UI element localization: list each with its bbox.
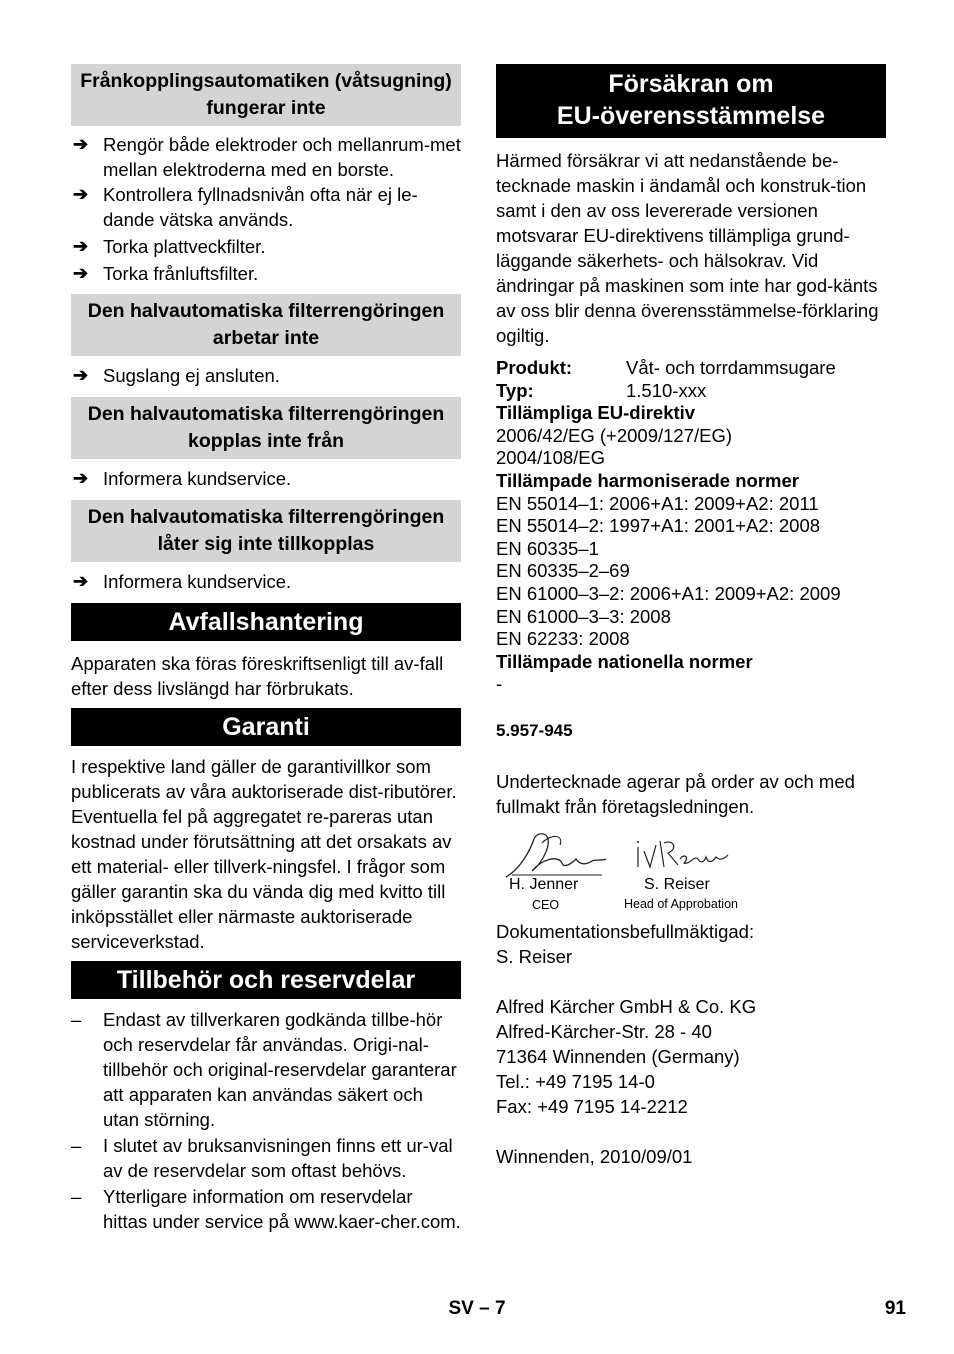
- documentation-authority-name: S. Reiser: [496, 945, 573, 967]
- section-heading-filter-cleaning-not-on: Den halvautomatiska filterrengöringen låter sig inte tillkopplas: [71, 500, 461, 562]
- signatory-1-role: CEO: [532, 897, 560, 912]
- directive-item: 2004/108/EG: [496, 447, 606, 469]
- documentation-authority-label: Dokumentationsbefullmäktigad:: [496, 920, 755, 942]
- footer-page-number: 91: [884, 1298, 906, 1319]
- signatures: [496, 829, 886, 919]
- national-standards-value: -: [496, 673, 503, 695]
- list-item: – I slutet av bruksanvisningen finns ett ur-val av de reservdelar som oftast behövs.: [71, 1135, 453, 1181]
- signatory-1-name: H. Jenner: [509, 875, 579, 893]
- standard-item: EN 55014–1: 2006+A1: 2009+A2: 2011: [496, 492, 819, 514]
- list-filter-cleaning-not-working: [71, 363, 461, 388]
- disposal-text: Apparaten ska föras föreskriftsenligt till av-fall efter dess livslängd har förbrukats.: [71, 653, 444, 699]
- arrow-right-icon: ➔: [73, 365, 89, 385]
- arrow-right-icon: ➔: [73, 571, 89, 591]
- list-item: – Endast av tillverkaren godkända tillbe-hör och reservdelar får användas. Origi-nal-tillbehör och original-reservdelar garanterar att apparaten kan användas säkert och utan störning.: [71, 1009, 457, 1130]
- list-item: ➔ Informera kundservice.: [73, 468, 292, 489]
- address-line: Alfred Kärcher GmbH & Co. KG: [496, 995, 757, 1017]
- standard-item: EN 61000–3–3: 2008: [496, 605, 671, 627]
- list-item: ➔ Kontrollera fyllnadsnivån ofta när ej le-dande vätska används.: [73, 184, 418, 230]
- type-value: 1.510-xxx: [626, 379, 707, 401]
- standards-label: Tillämpade harmoniserade normer: [496, 469, 799, 491]
- place-and-date: Winnenden, 2010/09/01: [496, 1145, 693, 1167]
- standard-item: EN 61000–3–2: 2006+A1: 2009+A2: 2009: [496, 582, 841, 604]
- list-item: ➔ Sugslang ej ansluten.: [73, 365, 280, 386]
- declaration-title-line2: EU-överensstämmelse: [556, 102, 826, 130]
- arrow-right-icon: ➔: [73, 468, 89, 488]
- section-title-declaration: [496, 64, 886, 138]
- address-line: 71364 Winnenden (Germany): [496, 1045, 740, 1067]
- arrow-right-icon: ➔: [73, 236, 89, 256]
- dash-bullet-icon: –: [71, 1009, 82, 1030]
- standard-item: EN 62233: 2008: [496, 628, 630, 650]
- list-filter-cleaning-not-on: [71, 569, 461, 594]
- list-item: – Ytterligare information om reservdelar hittas under service på www.kaer-cher.com.: [71, 1186, 461, 1232]
- national-standards-label: Tillämpade nationella normer: [496, 650, 753, 672]
- product-label: Produkt:: [496, 357, 573, 378]
- signatory-2-name: S. Reiser: [644, 875, 710, 893]
- section-heading-filter-cleaning-not-off: Den halvautomatiska filterrengöringen kopplas inte från: [71, 397, 461, 459]
- type-label: Typ:: [496, 379, 534, 401]
- directives-label: Tillämpliga EU-direktiv: [496, 402, 696, 424]
- company-address: [496, 994, 886, 1119]
- declaration-title-line1: Försäkran om: [608, 70, 774, 98]
- left-column: [71, 64, 461, 1235]
- list-filter-cleaning-not-off: [71, 466, 461, 491]
- footer-section-label: SV – 7: [448, 1298, 506, 1319]
- signatory-2-role: Head of Approbation: [624, 896, 738, 911]
- arrow-right-icon: ➔: [73, 184, 89, 204]
- standard-item: EN 55014–2: 1997+A1: 2001+A2: 2008: [496, 515, 821, 537]
- document-number: 5.957-945: [496, 720, 573, 740]
- address-line: Tel.: +49 7195 14-0: [496, 1070, 655, 1092]
- section-title-warranty: Garanti: [71, 708, 461, 746]
- declaration-specs: [496, 357, 886, 696]
- standard-item: EN 60335–1: [496, 537, 599, 559]
- list-item: ➔ Torka frånluftsfilter.: [73, 263, 259, 284]
- standard-item: EN 60335–2–69: [496, 560, 630, 582]
- directive-item: 2006/42/EG (+2009/127/EG): [496, 424, 733, 446]
- warranty-text: I respektive land gäller de garantivillkor som publicerats av våra auktoriserade dist-ributörer. Eventuella fel på aggregatet re-pareras utan kostnad under förutsättning att det orsakats av ett material- eller tillverk-ningsfel. I frågor som gäller garantin ska du vända dig med kvitto till inköpsstället eller närmaste auktoriserade serviceverkstad.: [71, 756, 457, 952]
- dash-bullet-icon: –: [71, 1186, 82, 1207]
- address-line: Fax: +49 7195 14-2212: [496, 1095, 688, 1117]
- arrow-right-icon: ➔: [73, 263, 89, 283]
- arrow-right-icon: ➔: [73, 134, 89, 154]
- section-heading-automatic-shutoff: Frånkopplingsautomatiken (våtsugning) fungerar inte: [71, 64, 461, 126]
- signature-reiser-image: [634, 833, 734, 877]
- spec-row-type: [496, 380, 886, 403]
- list-item: ➔ Rengör både elektroder och mellanrum-met mellan elektroderna med en borste.: [73, 134, 461, 180]
- spec-row-product: [496, 357, 886, 380]
- declaration-intro: Härmed försäkrar vi att nedanstående be-tecknade maskin i ändamål och konstruk-tion samt i den av oss levererade versionen motsvarar EU-direktivens tillämpliga grund-läggande säkerhets- och hälsokrav. Vid ändringar på maskinen som inte har god-känts av oss blir denna överensstämmelse-förklaring ogiltig.: [496, 150, 879, 346]
- list-accessories: [71, 1007, 461, 1234]
- address-line: Alfred-Kärcher-Str. 28 - 40: [496, 1020, 712, 1042]
- section-title-disposal: Avfallshantering: [71, 603, 461, 641]
- list-automatic-shutoff: [71, 132, 461, 286]
- list-item: ➔ Torka plattveckfilter.: [73, 236, 266, 257]
- section-title-accessories: Tillbehör och reservdelar: [71, 961, 461, 999]
- right-column: [496, 64, 886, 1169]
- list-item: ➔ Informera kundservice.: [73, 571, 292, 592]
- dash-bullet-icon: –: [71, 1135, 82, 1156]
- signing-text: Undertecknade agerar på order av och med fullmakt från företagsledningen.: [496, 770, 855, 817]
- section-heading-filter-cleaning-not-working: Den halvautomatiska filterrengöringen arbetar inte: [71, 294, 461, 356]
- product-value: Våt- och torrdammsugare: [626, 357, 836, 378]
- signature-jenner-image: [502, 829, 612, 881]
